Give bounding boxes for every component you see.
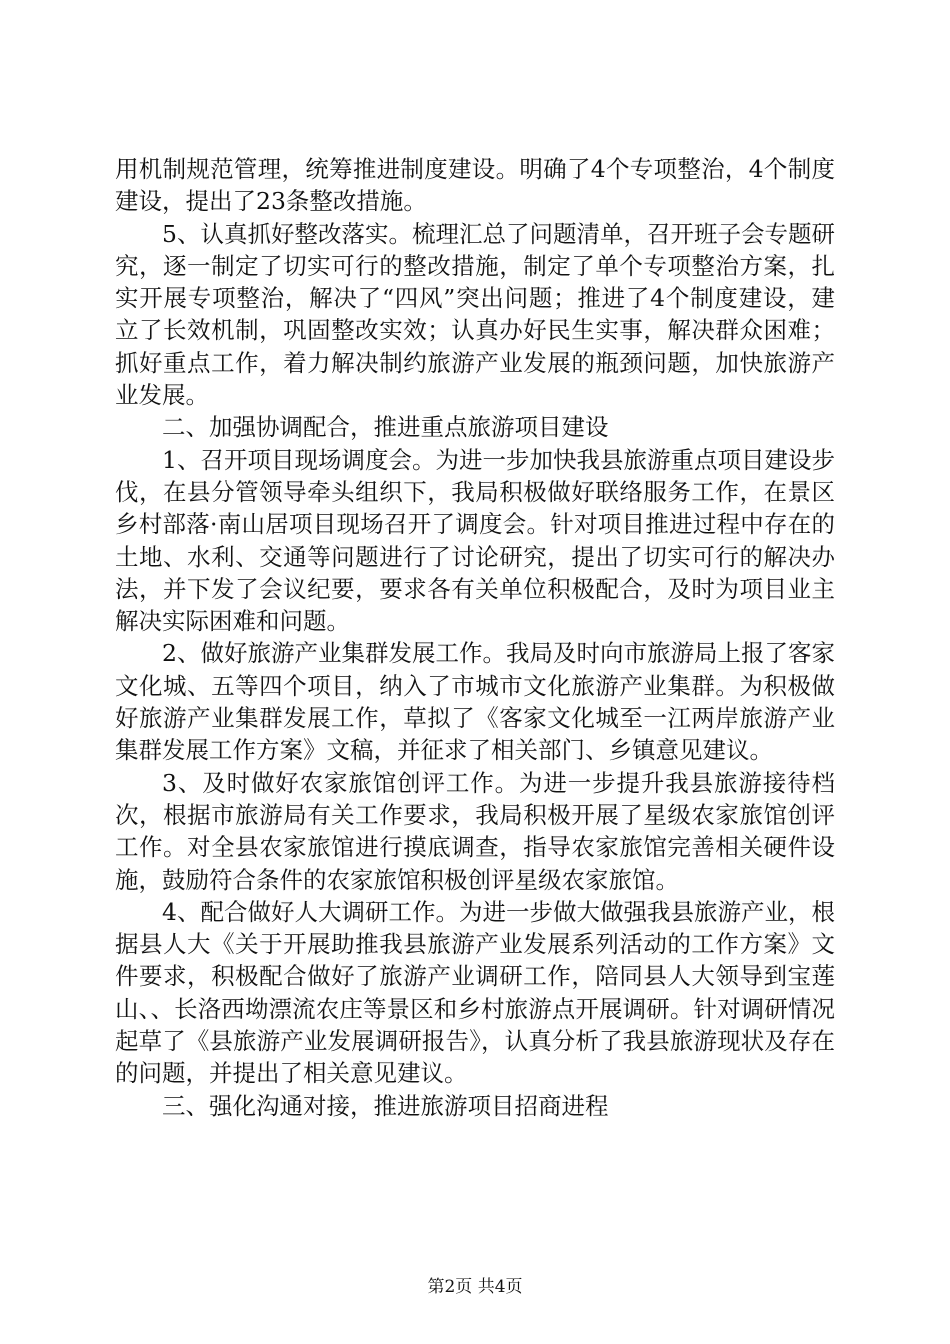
paragraph-item-3: 3、及时做好农家旅馆创评工作。为进一步提升我县旅游接待档次，根据市旅游局有关工作要求，我局积极开展了星级农家旅馆创评工作。对全县农家旅馆进行摸底调查，指导农家旅馆完善相关硬件设施，鼓励符合条件的农家旅馆积极创评星级农家旅馆。	[115, 768, 835, 894]
page-footer: 第2页 共4页	[427, 1277, 523, 1297]
section-heading-3: 三、强化沟通对接，推进旅游项目招商进程	[162, 1091, 609, 1120]
paragraph-item-5: 5、认真抓好整改落实。梳理汇总了问题清单，召开班子会专题研究，逐一制定了切实可行的整改措施，制定了单个专项整治方案，扎实开展专项整治，解决了“四风”突出问题；推进了4个制度建设，建立了长效机制，巩固整改实效；认真办好民生实事，解决群众困难；抓好重点工作，着力解决制约旅游产业发展的瓶颈问题，加快旅游产业发展。	[115, 219, 835, 410]
paragraph-continuation: 用机制规范管理，统筹推进制度建设。明确了4个专项整治，4个制度建设，提出了23条整改措施。	[115, 155, 835, 216]
paragraph-item-1: 1、召开项目现场调度会。为进一步加快我县旅游重点项目建设步伐，在县分管领导牵头组织下，我局积极做好联络服务工作，在景区乡村部落·南山居项目现场召开了调度会。针对项目推进过程中存在的土地、水利、交通等问题进行了讨论研究，提出了切实可行的解决办法，并下发了会议纪要，要求各有关单位积极配合，及时为项目业主解决实际困难和问题。	[115, 445, 835, 636]
document-body	[115, 153, 835, 1122]
paragraph-item-4: 4、配合做好人大调研工作。为进一步做大做强我县旅游产业，根据县人大《关于开展助推我县旅游产业发展系列活动的工作方案》文件要求，积极配合做好了旅游产业调研工作，陪同县人大领导到宝莲山、、长洛西坳漂流农庄等景区和乡村旅游点开展调研。针对调研情况起草了《县旅游产业发展调研报告》，认真分析了我县旅游现状及存在的问题，并提出了相关意见建议。	[115, 897, 835, 1088]
section-heading-2: 二、加强协调配合，推进重点旅游项目建设	[162, 413, 609, 442]
paragraph-item-2: 2、做好旅游产业集群发展工作。我局及时向市旅游局上报了客家文化城、五等四个项目，纳入了市城市文化旅游产业集群。为积极做好旅游产业集群发展工作，草拟了《客家文化城至一江两岸旅游产业集群发展工作方案》文稿，并征求了相关部门、乡镇意见建议。	[115, 639, 835, 765]
